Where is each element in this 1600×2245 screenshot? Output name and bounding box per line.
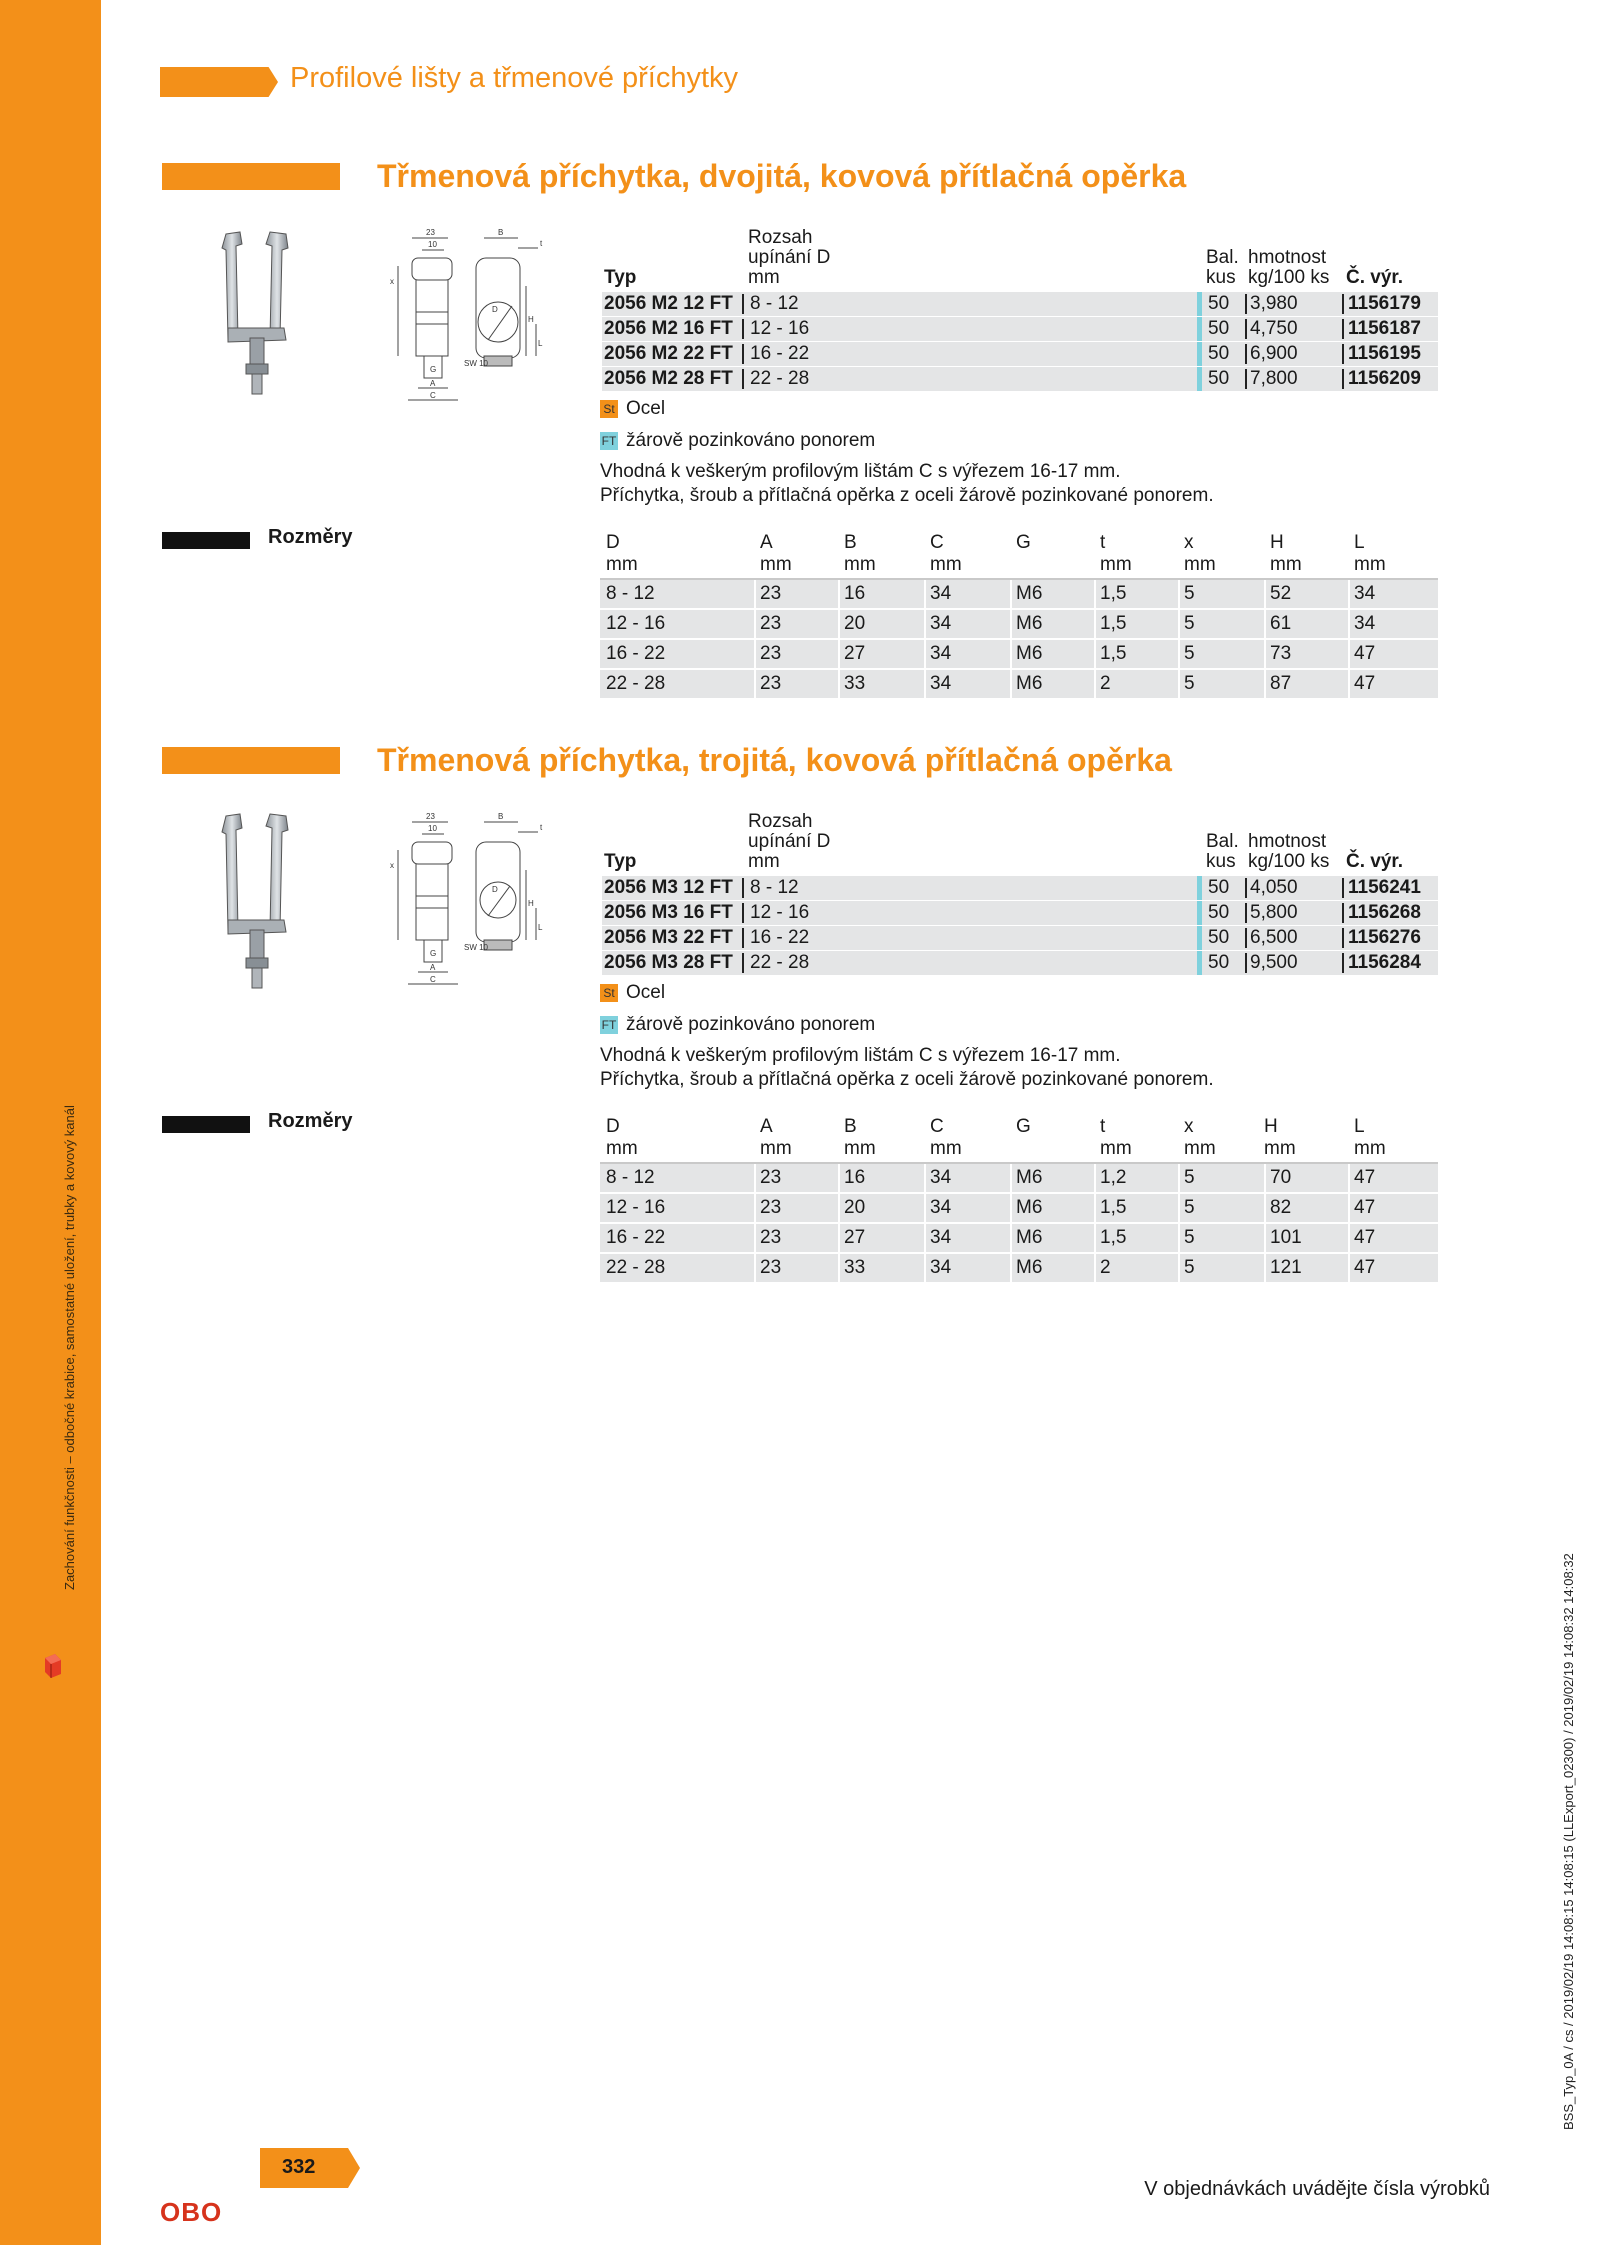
cell-bal: 50 <box>1208 952 1230 973</box>
dim-col-unit: mm <box>1270 554 1302 575</box>
col-bal-1: Bal. <box>1206 247 1239 268</box>
table-row <box>600 670 1438 698</box>
material-legend <box>600 398 875 452</box>
cell-cvyr: 1156276 <box>1348 927 1421 948</box>
dim-col-label: t <box>1100 1116 1106 1137</box>
cell-bal: 50 <box>1208 927 1230 948</box>
table-row <box>602 367 1438 391</box>
junction-box-icon <box>42 1652 64 1680</box>
cell-hm: 3,980 <box>1250 293 1298 314</box>
cell-bal: 50 <box>1208 902 1230 923</box>
export-stamp: BSS_Typ_0A / cs / 2019/02/19 14:08:15 14:08:15 (LLExport_02300) / 2019/02/19 14:08:32 14:08:32 <box>1561 1553 1576 2130</box>
dim-cell: 16 - 22 <box>606 1227 666 1248</box>
dim-cell: M6 <box>1016 613 1043 634</box>
dim-cell: 34 <box>930 1257 952 1278</box>
col-rozsah-3: mm <box>748 851 780 872</box>
cell-typ: 2056 M3 16 FT <box>604 902 733 923</box>
col-typ: Typ <box>604 267 637 288</box>
drawing-dim-label: D <box>492 885 498 894</box>
cell-typ: 2056 M2 16 FT <box>604 318 733 339</box>
dim-cell: 34 <box>1354 613 1376 634</box>
dim-col-unit: mm <box>930 1138 962 1159</box>
cell-bal: 50 <box>1208 877 1230 898</box>
drawing-dim-label: 23 <box>426 228 435 237</box>
table-row <box>602 926 1438 950</box>
page-title: Profilové lišty a třmenové příchytky <box>290 62 739 94</box>
dim-cell: M6 <box>1016 673 1043 694</box>
table-row <box>600 1164 1438 1192</box>
dim-cell: 2 <box>1100 673 1111 694</box>
dim-cell: 23 <box>760 583 782 604</box>
cell-bal: 50 <box>1208 318 1230 339</box>
drawing-dim-label: A <box>430 379 436 388</box>
dim-cell: 27 <box>844 643 866 664</box>
dim-col-unit: mm <box>1354 1138 1386 1159</box>
product-notes <box>600 460 1214 508</box>
dim-cell: 5 <box>1184 1227 1195 1248</box>
dim-cell: 1,5 <box>1100 583 1127 604</box>
dim-cell: 8 - 12 <box>606 583 655 604</box>
product-table <box>602 808 1438 976</box>
dim-cell: 16 <box>844 583 866 604</box>
dim-cell: 8 - 12 <box>606 1167 655 1188</box>
cell-rozsah: 12 - 16 <box>750 318 810 339</box>
dim-col-label: A <box>760 1116 773 1137</box>
col-cvyr: Č. výr. <box>1346 851 1404 872</box>
dim-cell: 1,5 <box>1100 613 1127 634</box>
material-label: Ocel <box>626 982 666 1003</box>
dim-cell: 73 <box>1270 643 1292 664</box>
note-line: Příchytka, šroub a přítlačná opěrka z oceli žárově pozinkované ponorem. <box>600 485 1214 506</box>
dim-cell: 1,2 <box>1100 1167 1127 1188</box>
dim-col-label: t <box>1100 532 1106 553</box>
dim-cell: 1,5 <box>1100 1197 1127 1218</box>
cell-hm: 4,050 <box>1250 877 1298 898</box>
table-row <box>602 342 1438 366</box>
dim-cell: 5 <box>1184 1167 1195 1188</box>
drawing-dim-label: SW 10 <box>464 359 489 368</box>
rozmery-bar <box>162 1116 250 1133</box>
obo-logo: OBO <box>160 2197 223 2227</box>
product-notes <box>600 1044 1214 1092</box>
dim-cell: 61 <box>1270 613 1292 634</box>
dim-col-label: H <box>1270 532 1284 553</box>
dim-col-unit: mm <box>844 1138 876 1159</box>
dim-col-unit: mm <box>1100 554 1132 575</box>
dim-cell: 16 - 22 <box>606 643 666 664</box>
dim-cell: 1,5 <box>1100 1227 1127 1248</box>
dim-cell: 23 <box>760 1257 782 1278</box>
dim-cell: 20 <box>844 613 866 634</box>
dim-cell: 27 <box>844 1227 866 1248</box>
cell-typ: 2056 M3 28 FT <box>604 952 733 973</box>
dim-col-label: x <box>1184 532 1194 553</box>
cell-typ: 2056 M3 22 FT <box>604 927 733 948</box>
col-typ: Typ <box>604 851 637 872</box>
cell-hm: 4,750 <box>1250 318 1298 339</box>
dim-col-label: x <box>1184 1116 1194 1137</box>
dim-cell: 34 <box>930 1197 952 1218</box>
dim-cell: M6 <box>1016 1227 1043 1248</box>
col-rozsah-1: Rozsah <box>748 227 813 248</box>
dimensions-header <box>600 1116 1438 1164</box>
dim-col-label: A <box>760 532 773 553</box>
dim-cell: 22 - 28 <box>606 1257 666 1278</box>
dim-cell: 82 <box>1270 1197 1292 1218</box>
dim-cell: 101 <box>1270 1227 1302 1248</box>
cell-hm: 6,500 <box>1250 927 1298 948</box>
dim-col-unit: mm <box>760 554 792 575</box>
finish-label: žárově pozinkováno ponorem <box>626 430 876 451</box>
cell-hm: 9,500 <box>1250 952 1298 973</box>
dim-cell: 47 <box>1354 1167 1376 1188</box>
drawing-dim-label: H <box>528 899 534 908</box>
dim-cell: M6 <box>1016 1257 1043 1278</box>
cell-typ: 2056 M2 28 FT <box>604 368 733 389</box>
cell-cvyr: 1156187 <box>1348 318 1421 339</box>
drawing-dim-label: C <box>430 391 436 400</box>
dim-cell: 23 <box>760 1197 782 1218</box>
header-arrow <box>160 67 278 97</box>
drawing-dim-label: 10 <box>428 824 437 833</box>
cell-cvyr: 1156284 <box>1348 952 1421 973</box>
note-line: Vhodná k veškerým profilovým lištám C s výřezem 16-17 mm. <box>600 461 1121 482</box>
dim-col-label: H <box>1264 1116 1278 1137</box>
table-row <box>600 580 1438 608</box>
drawing-dim-label: G <box>430 949 437 958</box>
dim-col-unit: mm <box>760 1138 792 1159</box>
dim-cell: 34 <box>930 613 952 634</box>
dim-cell: 34 <box>930 643 952 664</box>
dimensions-table <box>600 532 1438 700</box>
dim-cell: 23 <box>760 1227 782 1248</box>
table-row <box>600 1224 1438 1252</box>
col-hm-2: kg/100 ks <box>1248 267 1330 288</box>
cell-bal: 50 <box>1208 343 1230 364</box>
table-row <box>600 640 1438 668</box>
col-hm-2: kg/100 ks <box>1248 851 1330 872</box>
dim-col-label: L <box>1354 1116 1365 1137</box>
dim-cell: 34 <box>930 583 952 604</box>
dim-cell: M6 <box>1016 1197 1043 1218</box>
col-rozsah-2: upínání D <box>748 831 831 852</box>
dim-cell: 34 <box>930 1167 952 1188</box>
note-line: Vhodná k veškerým profilovým lištám C s výřezem 16-17 mm. <box>600 1045 1121 1066</box>
product-table-header <box>602 808 1438 876</box>
dim-col-unit: mm <box>1264 1138 1296 1159</box>
dim-cell: 5 <box>1184 583 1195 604</box>
drawing-dim-label: G <box>430 365 437 374</box>
drawing-dim-label: B <box>498 228 504 237</box>
dim-col-label: C <box>930 1116 944 1137</box>
table-row <box>602 292 1438 316</box>
rozmery-label: Rozměry <box>268 526 353 548</box>
col-bal-1: Bal. <box>1206 831 1239 852</box>
cell-cvyr: 1156179 <box>1348 293 1421 314</box>
dim-cell: 5 <box>1184 1197 1195 1218</box>
dim-cell: 22 - 28 <box>606 673 666 694</box>
cell-typ: 2056 M3 12 FT <box>604 877 733 898</box>
cell-rozsah: 16 - 22 <box>750 343 810 364</box>
drawing-dim-label: x <box>390 277 394 286</box>
dim-cell: M6 <box>1016 643 1043 664</box>
dim-col-unit: mm <box>1100 1138 1132 1159</box>
material-label: Ocel <box>626 398 666 419</box>
table-row <box>600 1194 1438 1222</box>
cell-rozsah: 22 - 28 <box>750 952 810 973</box>
table-row <box>602 876 1438 900</box>
dim-col-unit: mm <box>844 554 876 575</box>
dim-cell: 47 <box>1354 1197 1376 1218</box>
dim-col-unit: mm <box>930 554 962 575</box>
rozmery-label: Rozměry <box>268 1110 353 1132</box>
dim-cell: 70 <box>1270 1167 1292 1188</box>
dim-cell: 5 <box>1184 613 1195 634</box>
dim-cell: 121 <box>1270 1257 1302 1278</box>
dim-col-unit: mm <box>1354 554 1386 575</box>
dim-cell: 87 <box>1270 673 1292 694</box>
product-photo <box>214 228 304 398</box>
dim-cell: 2 <box>1100 1257 1111 1278</box>
material-legend <box>600 982 875 1036</box>
cell-cvyr: 1156268 <box>1348 902 1421 923</box>
dim-col-label: G <box>1016 1116 1031 1137</box>
sidebar-band <box>0 0 101 2245</box>
dim-cell: 47 <box>1354 673 1376 694</box>
dim-cell: 34 <box>1354 583 1376 604</box>
drawing-dim-label: SW 10 <box>464 943 489 952</box>
col-bal-2: kus <box>1206 851 1236 872</box>
col-bal-2: kus <box>1206 267 1236 288</box>
product-photo <box>214 812 304 992</box>
section-title: Třmenová příchytka, trojitá, kovová přítlačná opěrka <box>377 742 1172 778</box>
section-bar <box>162 747 340 774</box>
table-row <box>602 317 1438 341</box>
dim-cell: 20 <box>844 1197 866 1218</box>
dim-cell: 23 <box>760 613 782 634</box>
cell-hm: 7,800 <box>1250 368 1298 389</box>
dim-cell: 23 <box>760 673 782 694</box>
dim-col-label: L <box>1354 532 1365 553</box>
cell-hm: 5,800 <box>1250 902 1298 923</box>
drawing-dim-label: D <box>492 305 498 314</box>
col-hm-1: hmotnost <box>1248 247 1327 268</box>
technical-drawing <box>388 810 563 995</box>
cell-rozsah: 22 - 28 <box>750 368 810 389</box>
dim-col-label: B <box>844 532 857 553</box>
dim-cell: 12 - 16 <box>606 1197 666 1218</box>
dim-cell: M6 <box>1016 1167 1043 1188</box>
section-title: Třmenová příchytka, dvojitá, kovová přítlačná opěrka <box>377 158 1187 194</box>
dim-cell: 52 <box>1270 583 1292 604</box>
dim-cell: 33 <box>844 673 866 694</box>
dim-cell: 5 <box>1184 1257 1195 1278</box>
dim-cell: 47 <box>1354 1227 1376 1248</box>
table-row <box>600 1254 1438 1282</box>
drawing-dim-label: A <box>430 963 436 972</box>
dim-col-label: D <box>606 532 620 553</box>
col-hm-1: hmotnost <box>1248 831 1327 852</box>
drawing-dim-label: x <box>390 861 394 870</box>
drawing-dim-label: B <box>498 812 504 821</box>
dim-col-unit: mm <box>606 1138 638 1159</box>
drawing-dim-label: t <box>540 239 543 248</box>
dim-cell: 47 <box>1354 643 1376 664</box>
cell-cvyr: 1156195 <box>1348 343 1421 364</box>
dim-cell: 33 <box>844 1257 866 1278</box>
dim-col-label: B <box>844 1116 857 1137</box>
finish-label: žárově pozinkováno ponorem <box>626 1014 876 1035</box>
drawing-dim-label: 23 <box>426 812 435 821</box>
product-table-header <box>602 224 1438 292</box>
dim-col-label: D <box>606 1116 620 1137</box>
dimensions-header <box>600 532 1438 580</box>
section-bar <box>162 163 340 190</box>
drawing-dim-label: t <box>540 823 543 832</box>
dim-cell: 23 <box>760 643 782 664</box>
cell-rozsah: 12 - 16 <box>750 902 810 923</box>
product-table <box>602 224 1438 392</box>
table-row <box>600 610 1438 638</box>
material-code-badge: St <box>600 400 618 418</box>
dim-cell: 34 <box>930 673 952 694</box>
drawing-dim-label: H <box>528 315 534 324</box>
cell-cvyr: 1156241 <box>1348 877 1421 898</box>
dim-col-unit: mm <box>1184 554 1216 575</box>
cell-bal: 50 <box>1208 368 1230 389</box>
dim-cell: 23 <box>760 1167 782 1188</box>
rozmery-bar <box>162 532 250 549</box>
note-line: Příchytka, šroub a přítlačná opěrka z oceli žárově pozinkované ponorem. <box>600 1069 1214 1090</box>
dim-col-unit: mm <box>1184 1138 1216 1159</box>
cell-bal: 50 <box>1208 293 1230 314</box>
dim-cell: 12 - 16 <box>606 613 666 634</box>
cell-typ: 2056 M2 22 FT <box>604 343 733 364</box>
cell-rozsah: 8 - 12 <box>750 877 799 898</box>
cell-rozsah: 8 - 12 <box>750 293 799 314</box>
dim-col-unit: mm <box>606 554 638 575</box>
drawing-dim-label: L <box>538 339 543 348</box>
dim-cell: 47 <box>1354 1257 1376 1278</box>
dim-cell: 1,5 <box>1100 643 1127 664</box>
col-rozsah-1: Rozsah <box>748 811 813 832</box>
table-row <box>602 901 1438 925</box>
cell-hm: 6,900 <box>1250 343 1298 364</box>
drawing-dim-label: L <box>538 923 543 932</box>
material-code-badge: St <box>600 984 618 1002</box>
dim-cell: 5 <box>1184 673 1195 694</box>
footer-text: V objednávkách uvádějte čísla výrobků <box>1144 2178 1490 2200</box>
dim-col-label: C <box>930 532 944 553</box>
cell-typ: 2056 M2 12 FT <box>604 293 733 314</box>
page-number: 332 <box>282 2156 316 2178</box>
cell-rozsah: 16 - 22 <box>750 927 810 948</box>
dimensions-table <box>600 1116 1438 1284</box>
drawing-dim-label: C <box>430 975 436 984</box>
dim-cell: 16 <box>844 1167 866 1188</box>
dim-col-label: G <box>1016 532 1031 553</box>
dim-cell: M6 <box>1016 583 1043 604</box>
cell-cvyr: 1156209 <box>1348 368 1421 389</box>
drawing-dim-label: 10 <box>428 240 437 249</box>
col-cvyr: Č. výr. <box>1346 267 1404 288</box>
technical-drawing <box>388 226 563 411</box>
col-rozsah-3: mm <box>748 267 780 288</box>
col-rozsah-2: upínání D <box>748 247 831 268</box>
sidebar-vertical-text: Zachování funkčnosti – odbočné krabice, samostatné uložení, trubky a kovový kanál <box>62 1105 77 1590</box>
dim-cell: 5 <box>1184 643 1195 664</box>
finish-code-badge: FT <box>601 433 617 448</box>
dim-cell: 34 <box>930 1227 952 1248</box>
table-row <box>602 951 1438 975</box>
finish-code-badge: FT <box>601 1017 617 1032</box>
